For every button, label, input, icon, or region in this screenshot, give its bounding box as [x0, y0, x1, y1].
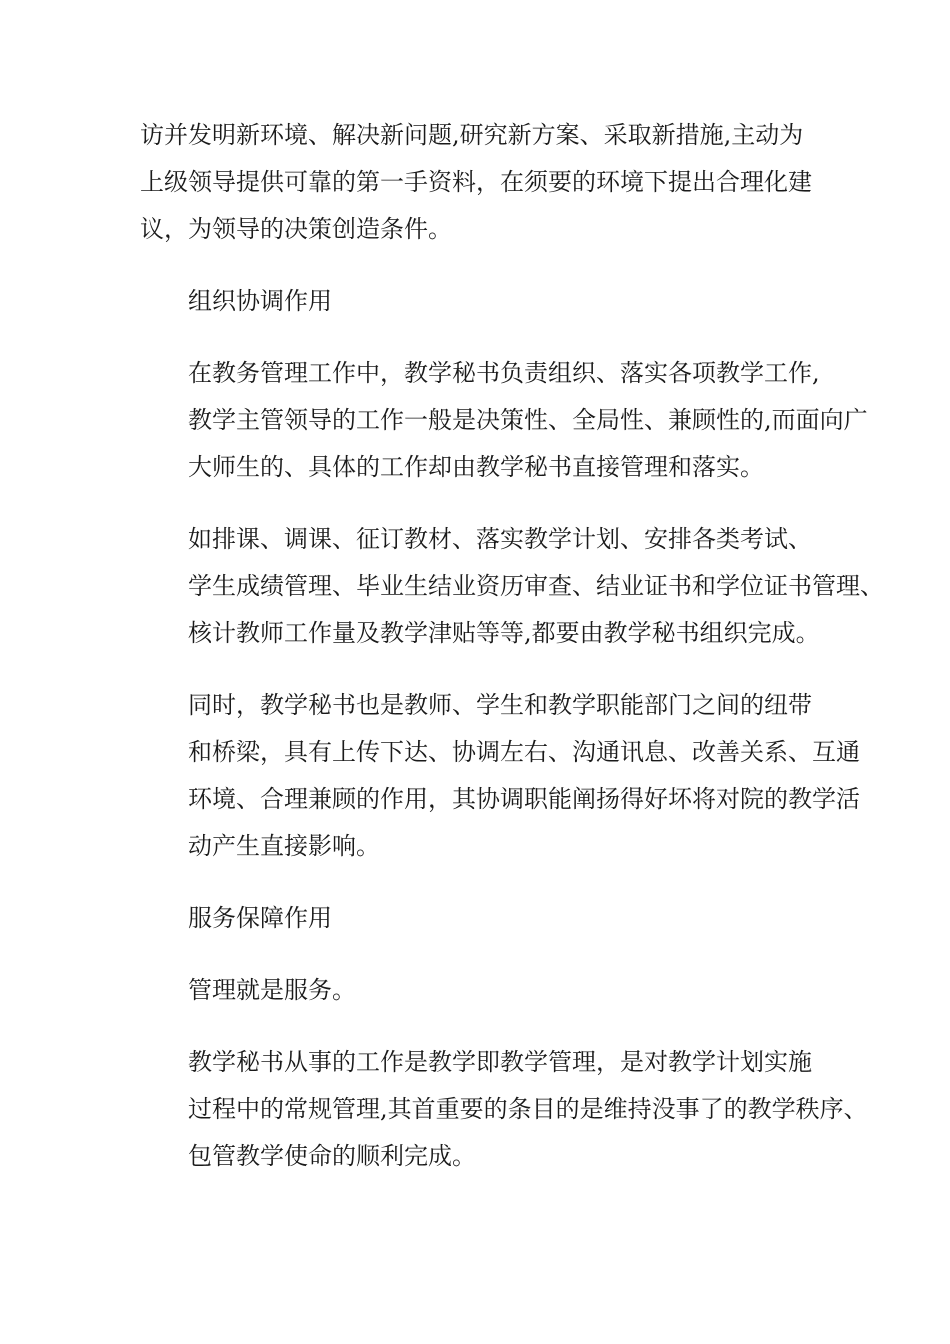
heading-text: 组织协调作用 [188, 287, 332, 315]
text-line: 如排课、调课、征订教材、落实教学计划、安排各类考试、 [188, 525, 812, 553]
text-line: 议，为领导的决策创造条件。 [140, 215, 452, 243]
paragraph-continuation [140, 112, 812, 253]
heading-text: 服务保障作用 [188, 904, 332, 932]
text-line: 教学主管领导的工作一般是决策性、全局性、兼顾性的,而面向广 [188, 406, 868, 434]
text-line: 同时，教学秘书也是教师、学生和教学职能部门之间的纽带 [188, 691, 812, 719]
text-line: 环境、合理兼顾的作用，其协调职能阐扬得好坏将对院的教学活 [188, 785, 860, 813]
text-line: 包管教学使命的顺利完成。 [188, 1142, 476, 1170]
text-line: 学生成绩管理、毕业生结业资历审查、结业证书和学位证书管理、 [188, 572, 884, 600]
text-line: 大师生的、具体的工作却由教学秘书直接管理和落实。 [188, 453, 764, 481]
section-heading-service-support [140, 895, 812, 942]
text-line: 访并发明新环境、解决新问题,研究新方案、采取新措施,主动为 [140, 121, 804, 149]
text-line: 上级领导提供可靠的第一手资料，在须要的环境下提出合理化建 [140, 168, 812, 196]
text-line: 核计教师工作量及教学津贴等等,都要由教学秘书组织完成。 [188, 619, 820, 647]
text-line: 和桥梁，具有上传下达、协调左右、沟通讯息、改善关系、互通 [188, 738, 860, 766]
text-line: 过程中的常规管理,其首重要的条目的是维持没事了的教学秩序、 [188, 1095, 868, 1123]
paragraph-management-is-service [140, 967, 812, 1014]
document-body [140, 112, 884, 1205]
paragraph-bridge-role [140, 682, 860, 870]
section-heading-organize-coordinate [140, 278, 812, 325]
text-line: 在教务管理工作中，教学秘书负责组织、落实各项教学工作, [188, 359, 820, 387]
text-line: 管理就是服务。 [188, 976, 356, 1004]
paragraph-task-examples [140, 516, 884, 657]
text-line: 教学秘书从事的工作是教学即教学管理，是对教学计划实施 [188, 1048, 812, 1076]
paragraph-teaching-management [140, 1039, 868, 1180]
text-line: 动产生直接影响。 [188, 832, 380, 860]
paragraph-academic-affairs [140, 350, 868, 491]
